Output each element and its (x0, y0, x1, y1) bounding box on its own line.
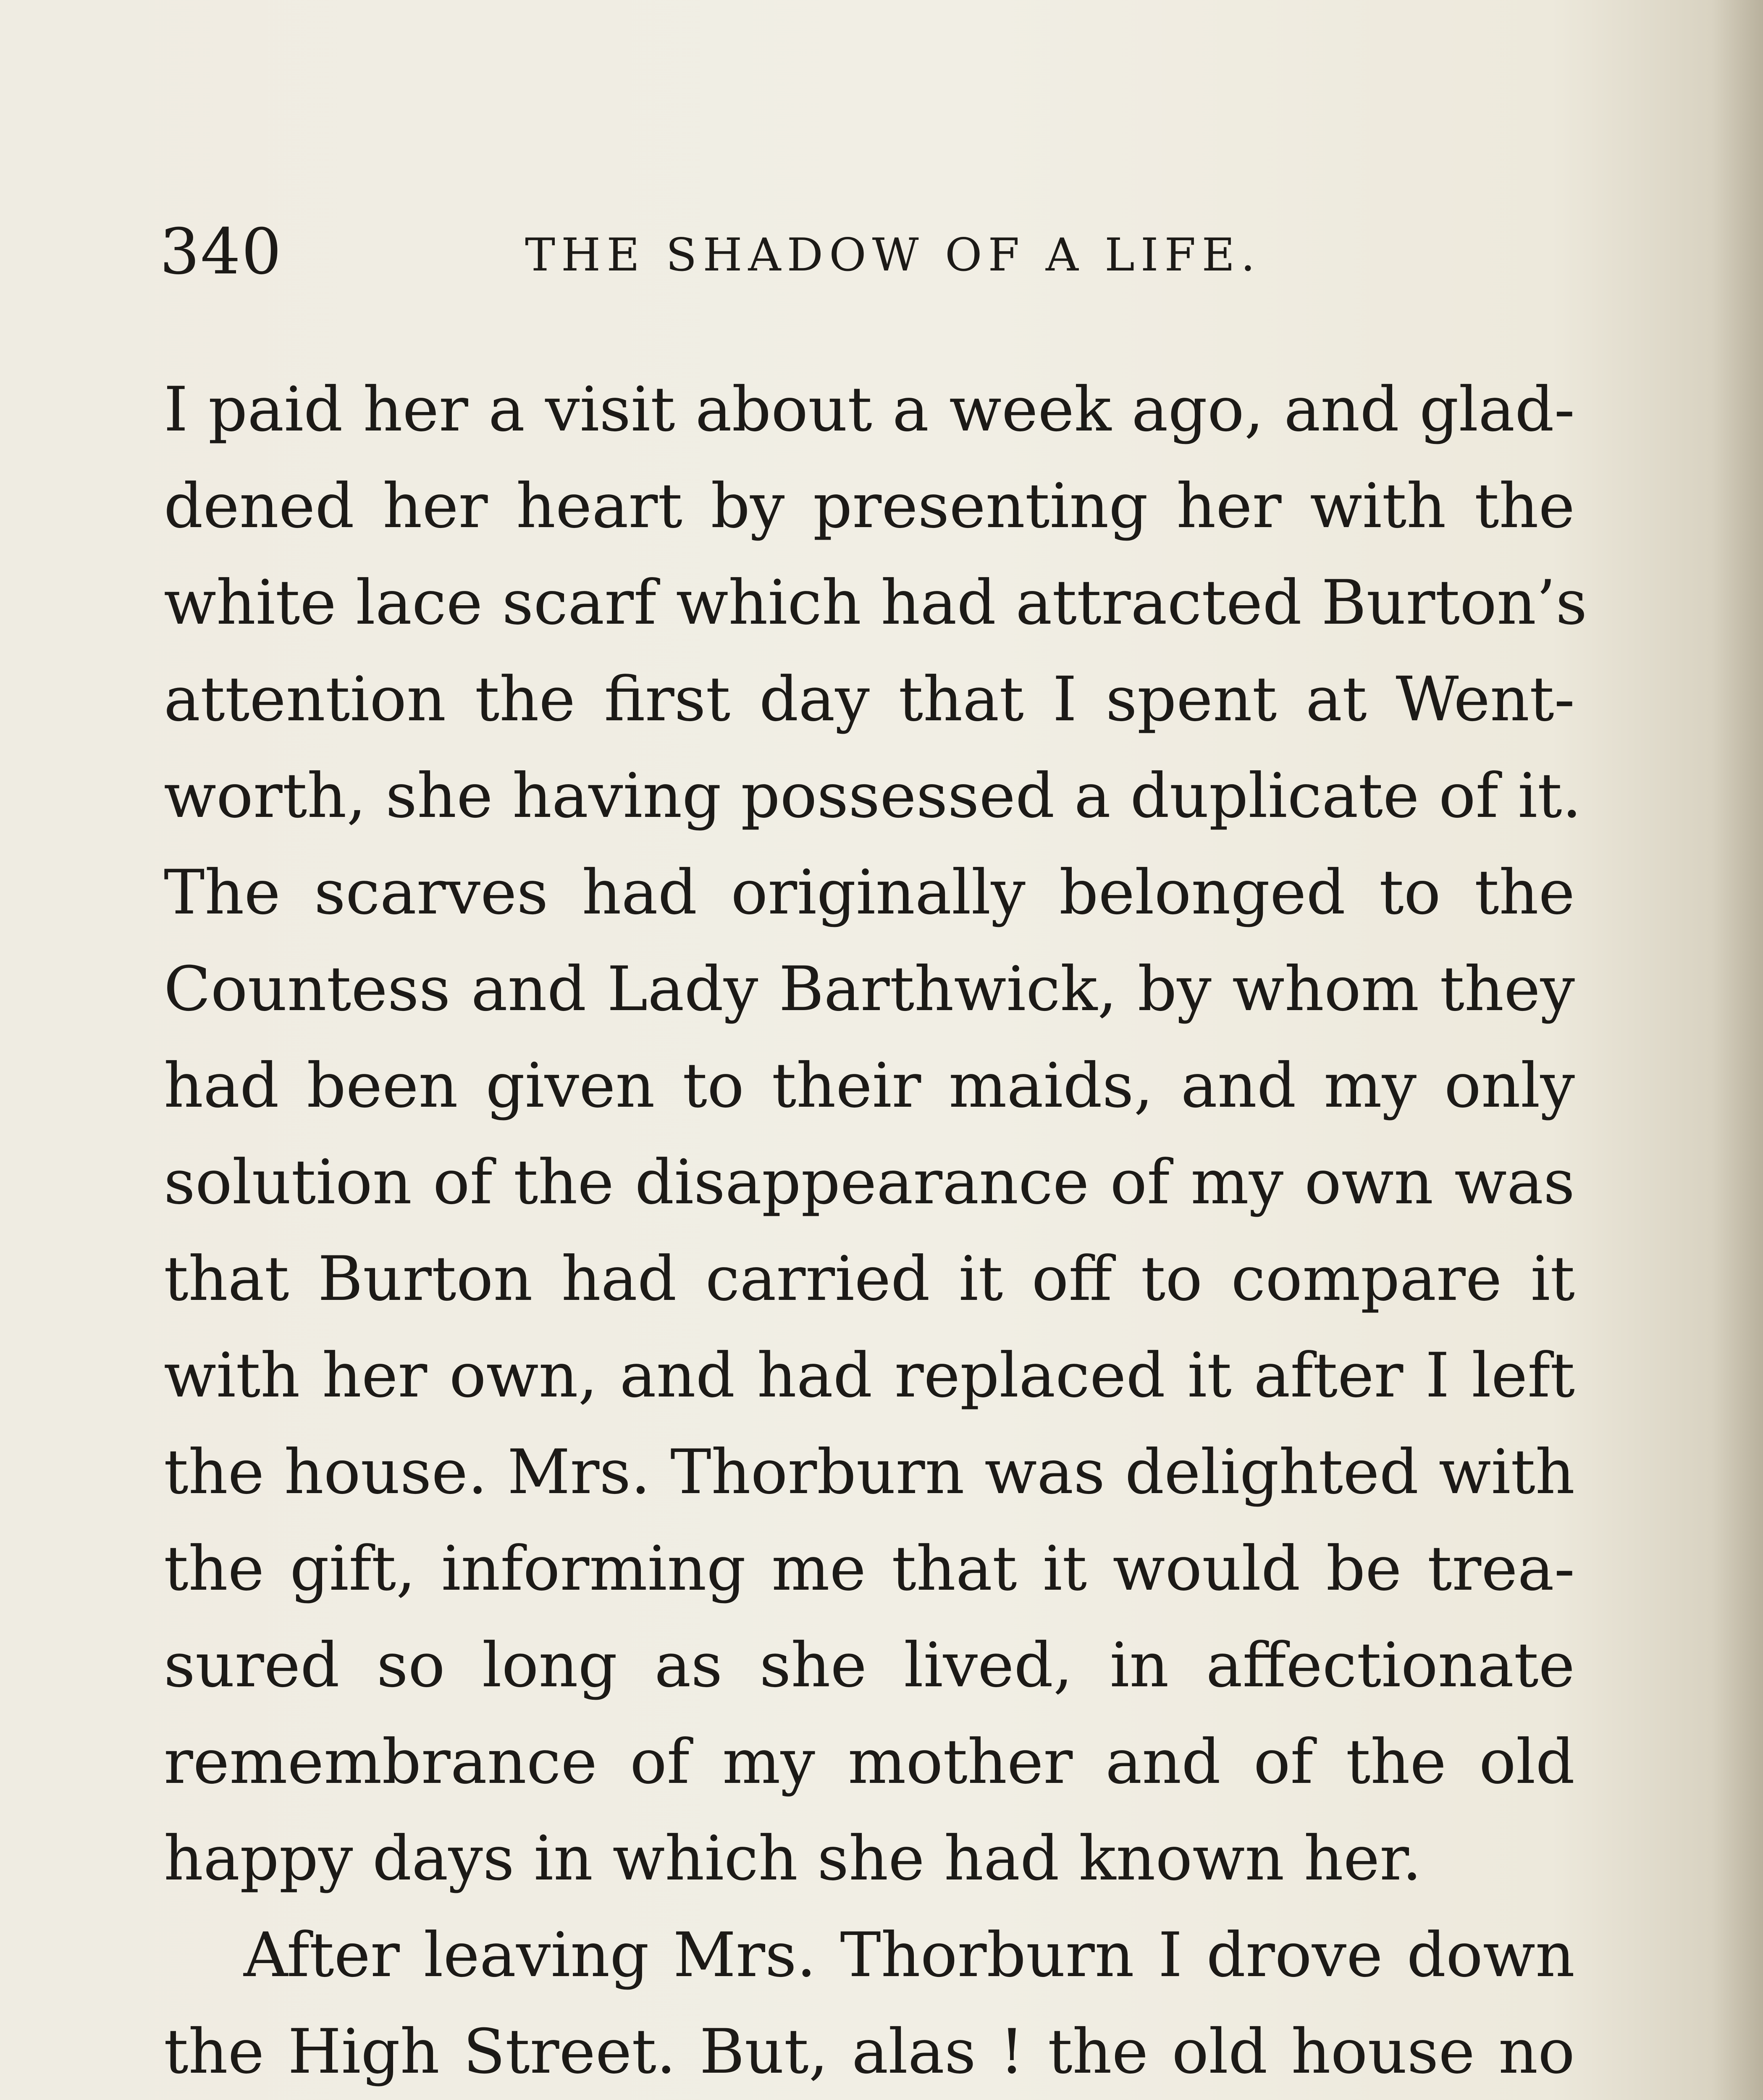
text-line: had been given to their maids, and my only (164, 1050, 1575, 1121)
paragraph-end-line: happy days in which she had known her. (164, 1823, 1422, 1894)
text-line: with her own, and had replaced it after I left (164, 1340, 1575, 1411)
text-line: I paid her a visit about a week ago, and glad- (164, 374, 1575, 445)
page-number: 340 (160, 215, 283, 289)
text-line: attention the first day that I spent at Went- (164, 664, 1575, 735)
text-line: solution of the disappearance of my own was (164, 1147, 1575, 1218)
text-line: sured so long as she lived, in affectionate (164, 1630, 1575, 1701)
paragraph-start-line: After leaving Mrs. Thorburn I drove down (244, 1919, 1575, 1991)
running-title: THE SHADOW OF A LIFE. (525, 229, 1261, 281)
text-line: worth, she having possessed a duplicate of it. (164, 760, 1582, 832)
text-line: Countess and Lady Barthwick, by whom they (164, 953, 1575, 1025)
text-line: remembrance of my mother and of the old (164, 1726, 1575, 1798)
text-line: the gift, informing me that it would be trea- (164, 1533, 1575, 1604)
text-line: the house. Mrs. Thorburn was delighted with (164, 1436, 1575, 1508)
body-text (164, 361, 1587, 2100)
text-line: white lace scarf which had attracted Burton’s (164, 567, 1587, 638)
text-line: that Burton had carried it off to compare it (164, 1243, 1575, 1315)
page-edge-shadow (1713, 0, 1763, 2100)
text-line: dened her heart by presenting her with the (164, 470, 1575, 542)
text-line: The scarves had originally belonged to the (164, 857, 1575, 928)
page-header (160, 210, 1579, 294)
text-line: the High Street. But, alas ! the old house no (164, 2016, 1575, 2087)
